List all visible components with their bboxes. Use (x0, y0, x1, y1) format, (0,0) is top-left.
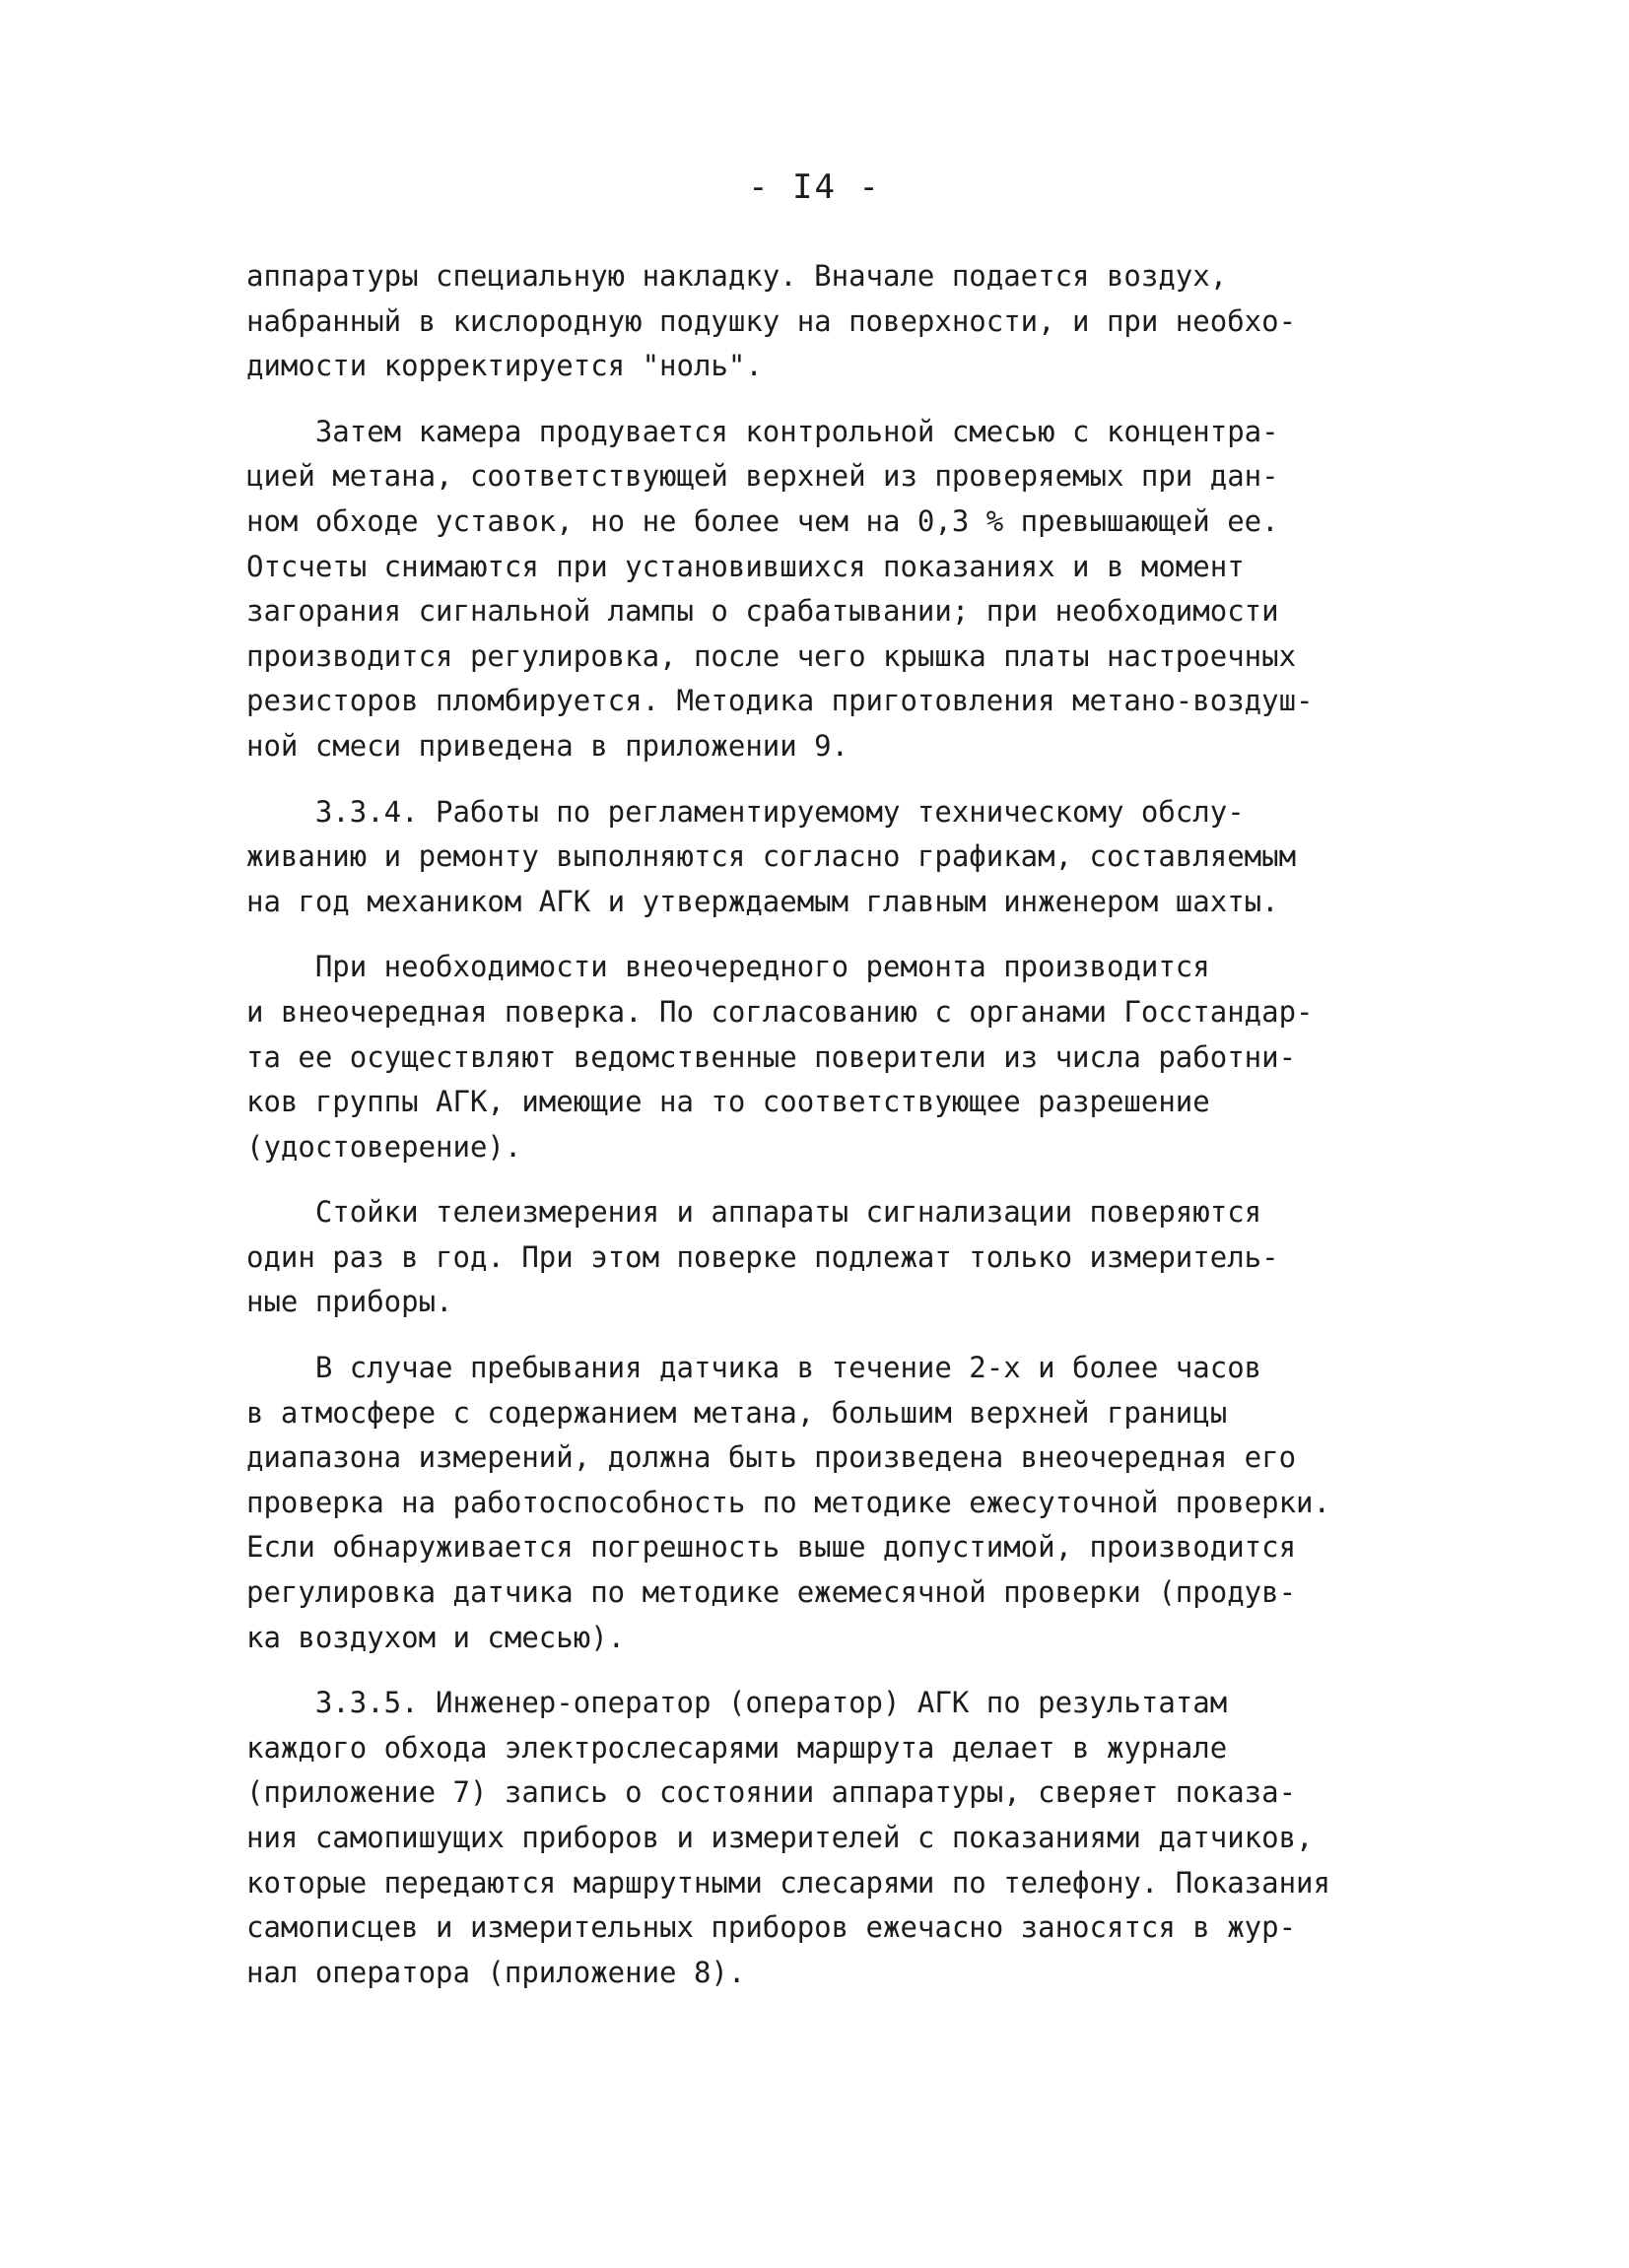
text-line: один раз в год. При этом поверке подлежат только измеритель- (246, 1239, 1279, 1274)
text-line: та ее осуществляют ведомственные поверители из числа работни- (246, 1039, 1297, 1074)
text-line: В случае пребывания датчика в течение 2-х и более часов (246, 1351, 1262, 1385)
text-line: 3.3.5. Инженер-оператор (оператор) АГК по результатам (246, 1686, 1228, 1720)
text-line: производится регулировка, после чего крышка платы настроечных (246, 638, 1297, 673)
paragraph-gap (246, 1660, 1429, 1681)
text-line: Отсчеты снимаются при установившихся показаниях и в момент (246, 549, 1245, 583)
paragraph-gap (246, 1325, 1429, 1346)
text-line: ном обходе уставок, но не более чем на 0,3 % превышающей ее. (246, 503, 1279, 538)
text-line: ка воздухом и смесью). (246, 1620, 626, 1654)
text-line: которые передаются маршрутными слесарями по телефону. Показания (246, 1865, 1330, 1900)
text-line: самописцев и измерительных приборов ежечасно заносятся в жур- (246, 1910, 1297, 1945)
text-line: регулировка датчика по методике ежемесячной проверки (продув- (246, 1575, 1297, 1610)
text-line: димости корректируется "ноль". (246, 349, 763, 383)
text-line: ной смеси приведена в приложении 9. (246, 728, 849, 763)
text-line: ков группы АГК, имеющие на то соответствующее разрешение (246, 1085, 1210, 1119)
paragraph-telemetry-racks (246, 1190, 1429, 1325)
text-line: Затем камера продувается контрольной смесью с концентра- (246, 414, 1279, 448)
text-line: каждого обхода электрослесарями маршрута делает в журнале (246, 1730, 1228, 1765)
text-line: ния самопишущих приборов и измерителей с показаниями датчиков, (246, 1821, 1314, 1854)
paragraph-gap (246, 389, 1429, 410)
text-line: и внеочередная поверка. По согласованию с органами Госстандар- (246, 994, 1314, 1029)
text-line: нал оператора (приложение 8). (246, 1955, 746, 1989)
text-line: в атмосфере с содержанием метана, большим верхней границы (246, 1395, 1228, 1430)
text-line: При необходимости внеочередного ремонта производится (246, 950, 1210, 984)
text-line: аппаратуры специальную накладку. Вначале подается воздух, (246, 259, 1228, 293)
paragraph-gap (246, 924, 1429, 945)
text-line: 3.3.4. Работы по регламентируемому техническому обслу- (246, 794, 1245, 829)
text-line: живанию и ремонту выполняются согласно графикам, составляемым (246, 839, 1297, 874)
text-line: диапазона измерений, должна быть произведена внеочередная его (246, 1440, 1297, 1475)
text-line: Стойки телеизмерения и аппараты сигнализации поверяются (246, 1195, 1262, 1230)
text-line: загорания сигнальной лампы о срабатывании; при необходимости (246, 594, 1279, 629)
text-line: Если обнаруживается погрешность выше допустимой, производится (246, 1530, 1297, 1565)
text-line: набранный в кислородную подушку на поверхности, и при необхо- (246, 303, 1297, 338)
paragraph-section-3-3-4 (246, 790, 1429, 925)
page-number: - I4 - (748, 167, 881, 207)
text-line: проверка на работоспособность по методике ежесуточной проверки. (246, 1485, 1330, 1519)
text-line: ные приборы. (246, 1285, 453, 1319)
text-line: (удостоверение). (246, 1129, 522, 1164)
paragraph-extra-repair (246, 945, 1429, 1169)
paragraph-gap (246, 769, 1429, 790)
paragraph-continuation (246, 254, 1429, 389)
paragraph-gap (246, 1169, 1429, 1190)
body-text (246, 254, 1429, 1995)
text-line: (приложение 7) запись о состоянии аппаратуры, сверяет показа- (246, 1775, 1297, 1810)
paragraph-sensor-exposure (246, 1346, 1429, 1660)
text-line: на год механиком АГК и утверждаемым главным инженером шахты. (246, 884, 1279, 918)
paragraph-section-3-3-5 (246, 1681, 1429, 1995)
paragraph-calibration (246, 410, 1429, 769)
text-line: цией метана, соответствующей верхней из проверяемых при дан- (246, 459, 1279, 494)
text-line: резисторов пломбируется. Методика приготовления метано-воздуш- (246, 684, 1314, 718)
